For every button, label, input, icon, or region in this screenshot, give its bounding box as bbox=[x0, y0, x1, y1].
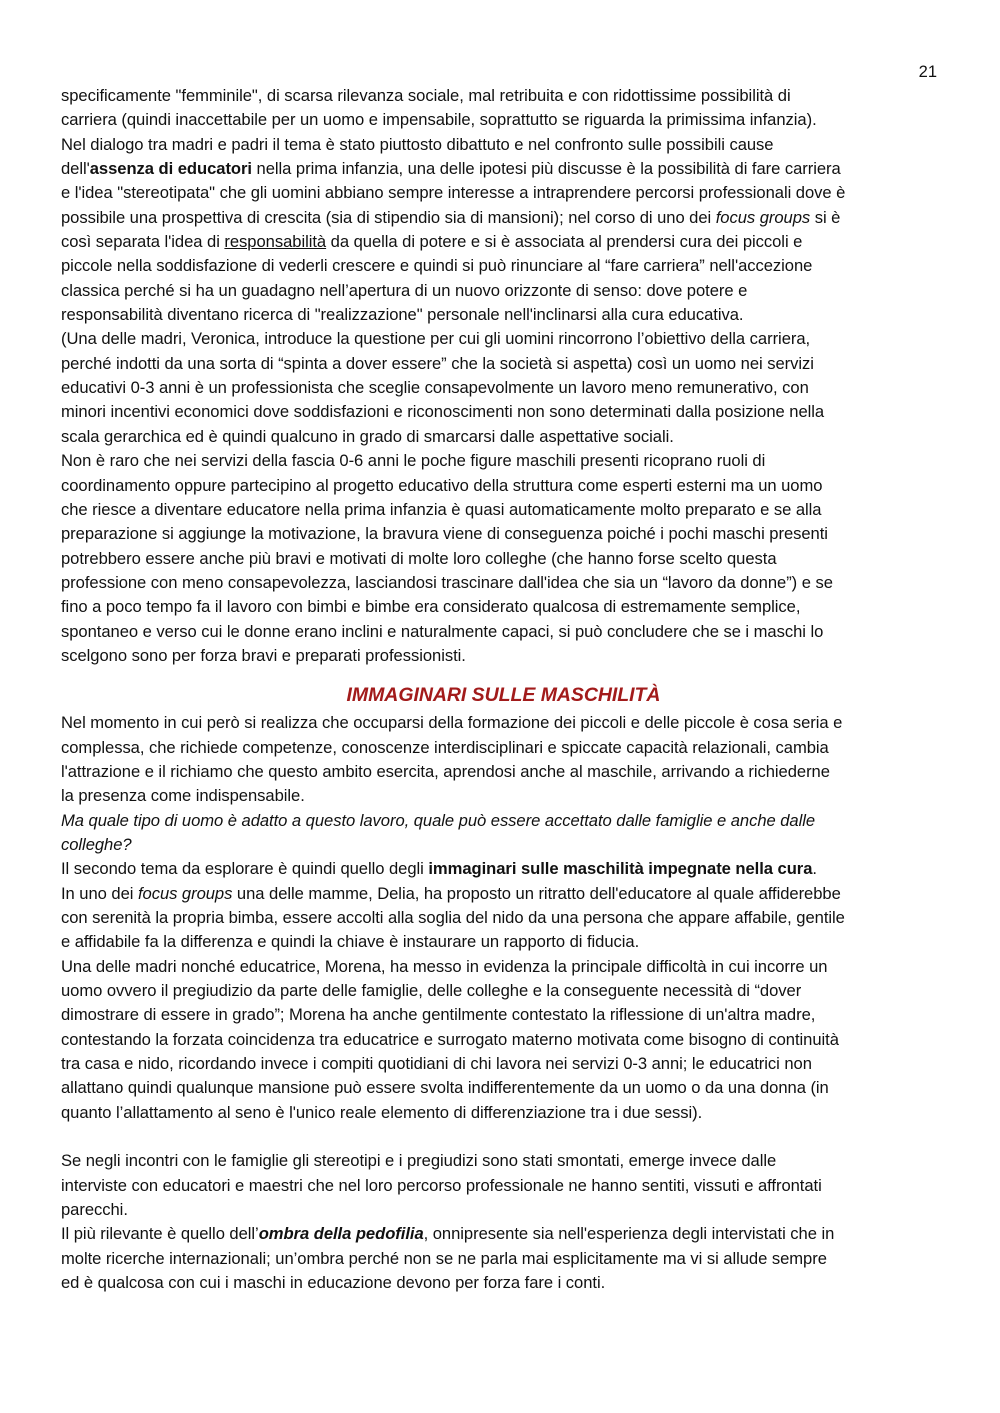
text-span: In uno dei bbox=[61, 883, 138, 903]
paragraph bbox=[61, 84, 946, 327]
text-line: allattano quindi qualunque mansione può essere svolta indifferentemente da un uomo o da una donna (in bbox=[61, 1078, 829, 1098]
text-line: responsabilità diventano ricerca di "realizzazione" personale nell'inclinarsi alla cura educativa. bbox=[61, 305, 744, 325]
text-line: molte ricerche internazionali; un’ombra perché non se ne parla mai esplicitamente ma vi si allude sempre bbox=[61, 1248, 827, 1268]
text-line: Nel momento in cui però si realizza che occuparsi della formazione dei piccoli e delle piccole è cosa seria e bbox=[61, 713, 843, 733]
page-number: 21 bbox=[918, 63, 937, 81]
italic-question bbox=[61, 809, 946, 858]
text-line: classica perché si ha un guadagno nell’apertura di un nuovo orizzonte di senso: dove potere e bbox=[61, 280, 748, 300]
text-line: Una delle madri nonché educatrice, Morena, ha messo in evidenza la principale difficoltà in cui incorre un bbox=[61, 956, 828, 976]
text-line: l'attrazione e il richiamo che questo ambito esercita, aprendosi anche al maschile, arrivando a richiederne bbox=[61, 761, 830, 781]
bold-phrase: assenza di educatori bbox=[89, 159, 252, 179]
text-line: perché indotti da una sorta di “spinta a dover essere” che la società si aspetta) così un uomo nei servizi bbox=[61, 353, 814, 373]
text-line bbox=[61, 157, 946, 181]
text-line bbox=[61, 833, 946, 857]
text-line bbox=[61, 809, 946, 833]
text-line: e affidabile fa la differenza e quindi la chiave è instaurare un rapporto di fiducia. bbox=[61, 932, 640, 952]
blank-line bbox=[61, 1125, 946, 1149]
italic-phrase: colleghe? bbox=[61, 834, 132, 854]
text-line: dimostrare di essere in grado”; Morena ha anche gentilmente contestato la riflessione di un'altra madre, bbox=[61, 1005, 816, 1025]
bold-phrase: immaginari sulle maschilità impegnate nella cura bbox=[428, 859, 813, 879]
text-line: quanto l’allattamento al seno è l'unico reale elemento di differenziazione tra i due sessi). bbox=[61, 1102, 703, 1122]
text-line: piccole nella soddisfazione di vederli crescere e quindi si può rinunciare al “fare carriera” nell'accezione bbox=[61, 256, 813, 276]
text-span: così separata l'idea di bbox=[61, 232, 225, 252]
text-line: carriera (quindi inaccettabile per un uomo e impensabile, soprattutto se riguarda la primissima infanzia). bbox=[61, 110, 817, 130]
text-line: potrebbero essere anche più bravi e motivati di molte loro colleghe (che hanno forse scelto questa bbox=[61, 548, 777, 568]
text-span: , onnipresente sia nell'esperienza degli intervistati che in bbox=[423, 1224, 835, 1244]
text-span: Il più rilevante è quello dell’ bbox=[61, 1224, 259, 1244]
text-line: uomo ovvero il pregiudizio da parte delle famiglie, delle colleghe e la conseguente necessità di “dover bbox=[61, 981, 802, 1001]
text-line: (Una delle madri, Veronica, introduce la questione per cui gli uomini rincorrono l’obiettivo della carriera, bbox=[61, 329, 811, 349]
underlined-phrase: responsabilità bbox=[224, 232, 327, 252]
paragraph bbox=[61, 711, 946, 808]
text-line: con serenità la propria bimba, essere accolti alla soglia del nido da una persona che appare affabile, gentile bbox=[61, 908, 845, 927]
text-line bbox=[61, 857, 946, 881]
text-span: nella prima infanzia, una delle ipotesi più discusse è la possibilità di fare carriera bbox=[251, 159, 841, 179]
text-line: la presenza come indispensabile. bbox=[61, 786, 305, 806]
text-span: Il secondo tema da esplorare è quindi quello degli bbox=[61, 859, 429, 879]
text-line: coordinamento oppure partecipino al progetto educativo della struttura come esperti esterni ma un uomo bbox=[61, 475, 823, 495]
text-line: Se negli incontri con le famiglie gli stereotipi e i pregiudizi sono stati smontati, emerge invece dalle bbox=[61, 1151, 777, 1171]
section-heading: IMMAGINARI SULLE MASCHILITÀ bbox=[346, 684, 661, 707]
text-line: specificamente "femminile", di scarsa rilevanza sociale, mal retribuita e con ridottissime possibilità di bbox=[61, 86, 791, 105]
text-line bbox=[61, 206, 946, 230]
text-line: educativi 0-3 anni è un professionista che sceglie consapevolmente un lavoro meno remunerativo, con bbox=[61, 378, 809, 398]
text-line: Non è raro che nei servizi della fascia 0-6 anni le poche figure maschili presenti ricoprano ruoli di bbox=[61, 451, 766, 471]
text-line: che riesce a diventare educatore nella prima infanzia è quasi automaticamente molto preparato e se alla bbox=[61, 499, 822, 519]
text-span: una delle mamme, Delia, ha proposto un ritratto dell'educatore al quale affiderebbe bbox=[232, 883, 841, 903]
text-span: da quella di potere e si è associata al prendersi cura dei piccoli e bbox=[326, 232, 803, 252]
paragraph bbox=[61, 1149, 946, 1222]
text-line bbox=[61, 1222, 946, 1246]
text-line: e l'idea "stereotipata" che gli uomini abbiano sempre interesse a intraprendere percorsi professionali dove è bbox=[61, 183, 846, 203]
page-body bbox=[61, 84, 946, 1296]
text-line: complessa, che richiede competenze, conoscenze interdisciplinari e spiccate capacità relazionali, cambia bbox=[61, 737, 829, 757]
text-line: scelgono sono per forza bravi e preparati professionisti. bbox=[61, 645, 466, 665]
text-line: preparazione si aggiunge la motivazione, la bravura viene di conseguenza poiché i pochi maschi presenti bbox=[61, 524, 828, 544]
paragraph bbox=[61, 955, 946, 1125]
text-span: possibile una prospettiva di crescita (sia di stipendio sia di mansioni); nel corso di uno dei bbox=[61, 207, 716, 227]
text-line: tra casa e nido, ricordando invece i compiti quotidiani di chi lavora nei servizi 0-3 anni; le educatrici non bbox=[61, 1054, 812, 1074]
italic-phrase: ombra della pedofilia bbox=[258, 1224, 424, 1244]
text-line: contestando la forzata coincidenza tra educatrice e surrogato materno motivata come bisogno di continuità bbox=[61, 1029, 839, 1049]
text-line bbox=[61, 882, 946, 906]
paragraph bbox=[61, 882, 946, 955]
text-line: fino a poco tempo fa il lavoro con bimbi e bimbe era considerato qualcosa di estremamente semplice, bbox=[61, 597, 801, 617]
text-line: professione con meno consapevolezza, lasciandosi trascinare dall'idea che sia un “lavoro da donne”) e se bbox=[61, 572, 833, 592]
paragraph bbox=[61, 1222, 946, 1295]
text-line: ed è qualcosa con cui i maschi in educazione devono per forza fare i conti. bbox=[61, 1273, 606, 1293]
bold-phrase bbox=[259, 1224, 424, 1243]
text-line: minori incentivi economici dove soddisfazioni e riconoscimenti non sono determinati dalla posizione nella bbox=[61, 402, 825, 422]
text-span: . bbox=[812, 859, 817, 879]
text-line: parecchi. bbox=[61, 1200, 128, 1220]
text-line: spontaneo e verso cui le donne erano inclini e naturalmente capaci, si può concludere che se i maschi lo bbox=[61, 621, 824, 641]
text-line: Nel dialogo tra madri e padri il tema è stato piuttosto dibattuto e nel confronto sulle possibili cause bbox=[61, 134, 774, 154]
paragraph bbox=[61, 857, 946, 881]
text-line: interviste con educatori e maestri che nel loro percorso professionale ne hanno sentiti, vissuti e affrontati bbox=[61, 1175, 822, 1195]
text-span: si è bbox=[810, 207, 841, 227]
text-line bbox=[61, 230, 946, 254]
italic-phrase: focus groups bbox=[715, 207, 811, 227]
paragraph bbox=[61, 327, 946, 449]
text-line: scala gerarchica ed è quindi qualcuno in grado di smarcarsi dalle aspettative sociali. bbox=[61, 426, 674, 446]
text-span: dell' bbox=[61, 159, 90, 179]
italic-phrase: focus groups bbox=[137, 883, 233, 903]
paragraph bbox=[61, 449, 946, 668]
italic-phrase: Ma quale tipo di uomo è adatto a questo lavoro, quale può essere accettato dalle famiglie e anche dalle bbox=[61, 810, 816, 830]
